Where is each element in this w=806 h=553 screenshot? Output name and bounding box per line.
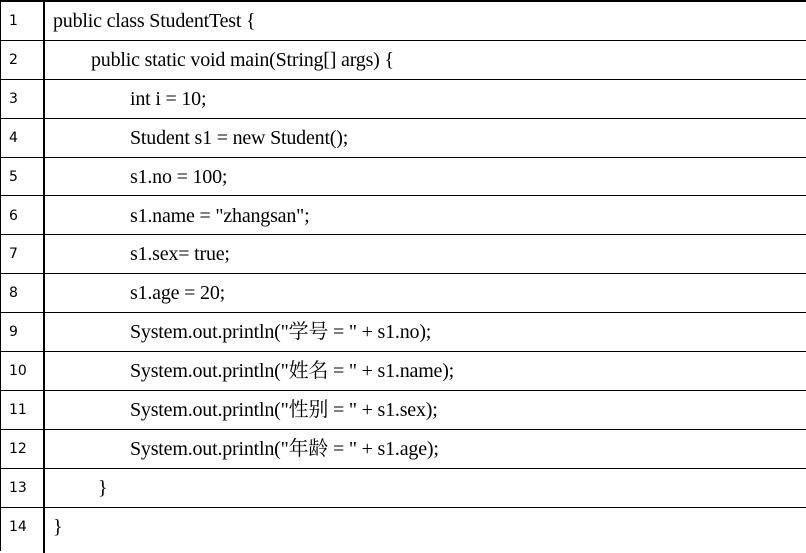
code-line: [1, 508, 806, 547]
line-number: 7: [9, 246, 18, 263]
code-line: [1, 235, 806, 274]
line-code: s1.age = 20;: [130, 282, 225, 305]
line-code: s1.name = "zhangsan";: [130, 204, 310, 227]
line-number: 11: [9, 402, 27, 418]
line-code: public class StudentTest {: [53, 10, 256, 32]
line-code: System.out.println("学号 = " + s1.no);: [130, 321, 432, 344]
line-number: 1: [9, 13, 18, 29]
line-number: 9: [9, 324, 18, 341]
line-code: Student s1 = new Student();: [130, 126, 349, 149]
line-number: 6: [9, 207, 18, 224]
line-number: 10: [9, 363, 27, 380]
code-line: [1, 391, 806, 430]
code-line: [1, 41, 806, 80]
line-number: 8: [9, 285, 18, 302]
line-code: s1.no = 100;: [130, 165, 228, 188]
code-line: [1, 197, 806, 236]
code-line: [1, 274, 806, 313]
line-number: 13: [9, 479, 27, 496]
code-line: [1, 80, 806, 119]
line-number: 3: [9, 90, 18, 107]
code-line: [1, 2, 806, 41]
code-line: [1, 430, 806, 469]
line-code: }: [53, 515, 63, 538]
line-code: System.out.println("姓名 = " + s1.name);: [130, 360, 455, 383]
line-number: 12: [9, 440, 27, 457]
line-code: System.out.println("年龄 = " + s1.age);: [130, 437, 439, 460]
column-divider: [43, 2, 45, 553]
line-code: }: [98, 476, 108, 499]
code-line: [1, 158, 806, 197]
line-number: 14: [9, 518, 27, 535]
line-number: 2: [9, 51, 18, 68]
code-line: [1, 119, 806, 158]
line-number: 4: [9, 129, 18, 146]
code-line: [1, 313, 806, 352]
code-line: [1, 352, 806, 391]
line-code: int i = 10;: [130, 87, 207, 110]
code-line: [1, 469, 806, 508]
line-code: s1.sex= true;: [130, 243, 230, 266]
line-code: public static void main(String[] args) {: [91, 48, 394, 71]
line-number: 5: [9, 168, 18, 185]
line-code: System.out.println("性别 = " + s1.sex);: [130, 399, 438, 421]
